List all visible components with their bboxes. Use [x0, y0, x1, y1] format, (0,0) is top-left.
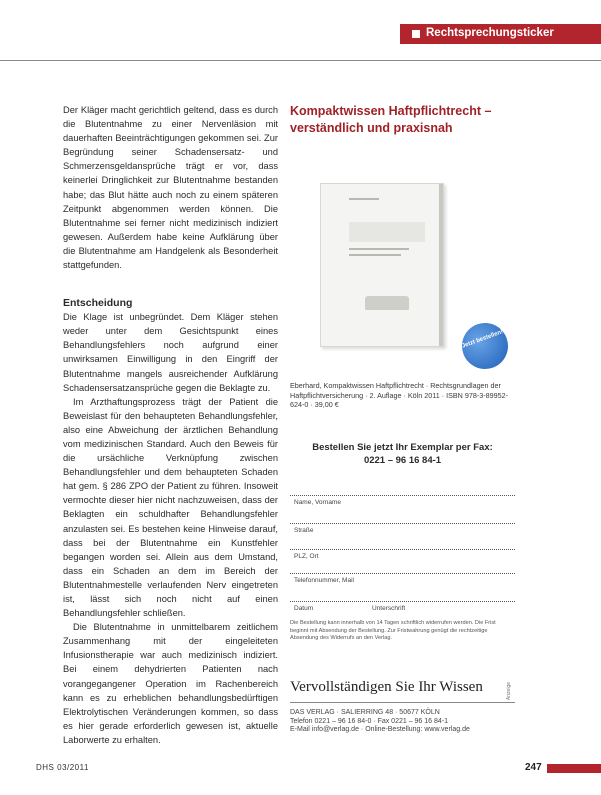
section-title: Rechtsprechungsticker: [426, 27, 554, 39]
page-number: 247: [525, 762, 542, 773]
promo-burst: Jetzt bestellen!: [456, 317, 515, 376]
divider: [290, 702, 515, 703]
form-label-street: Straße: [294, 527, 314, 534]
cover-line: [349, 248, 409, 250]
form-label-city: PLZ, Ort: [294, 553, 319, 560]
cover-line: [349, 198, 379, 200]
form-field-line[interactable]: [290, 573, 515, 574]
order-instruction: [290, 441, 515, 467]
advert-marker: Anzeige: [506, 682, 512, 701]
legal-disclaimer: Die Bestellung kann innerhalb von 14 Tagen schriftlich widerrufen werden. Die Frist beginnt mit Absendung der Bestellung. Zur Fristwahrung genügt die rechtzeitige Absendung des Widerrufs an den Verlag.: [290, 620, 496, 642]
issue-label: DHS 03/2011: [36, 763, 89, 772]
form-field-line[interactable]: [290, 495, 515, 496]
form-field-line[interactable]: [290, 523, 515, 524]
cover-line: [349, 254, 401, 256]
publisher-web: E-Mail info@verlag.de · Online-Bestellung: www.verlag.de: [290, 726, 470, 734]
publisher-phone: Telefon 0221 – 96 16 84-0 · Fax 0221 – 96 16 84-1: [290, 717, 449, 725]
section-header: [400, 24, 601, 44]
form-label-date: Datum: [294, 605, 314, 612]
article-column: [63, 103, 278, 747]
section-heading: Entscheidung: [63, 297, 133, 310]
order-text: Bestellen Sie jetzt Ihr Exemplar per Fax:: [312, 442, 493, 453]
form-label-signature: Unterschrift: [372, 605, 406, 612]
coins-illustration: [365, 296, 409, 310]
square-icon: [412, 30, 420, 38]
paragraph: Im Arzthaftungsprozess trägt der Patient die Beweislast für den behaupteten Behandlungsfehler, also eine Abweichung der ärztlichen Behandlung vom medizinischen Standard. Auch den Beweis für die ursächliche Verknüpfung zwischen Behandlungsfehler und dem behaupteten Schaden hat gem. § 286 ZPO der Patient zu führen. Insoweit vermochte dieser hier nicht nachzuweisen, dass der Beklagten ein schuldhafter Behandlungsfehler anzulasten sei. Es bestehen keine Hinweise darauf, dass bei der Blutentnahme ein Kunstfehler begangen worden sei. Allein aus dem Umstand, dass ein Schaden an dem im Bereich der Blutentnahmestelle verlaufenden Nerv eingetreten ist, lässt sich noch nicht auf einen Behandlungsfehler schließen.: [63, 396, 278, 619]
form-field-line[interactable]: [290, 549, 515, 550]
advert-title: Kompaktwissen Haftpflichtrecht – verständlich und praxisnah: [290, 104, 492, 135]
book-cover-image: [320, 183, 444, 347]
publisher-address: DAS VERLAG · SALIERRING 48 · 50677 KÖLN: [290, 709, 440, 716]
publisher-info: [290, 709, 505, 735]
call-to-action: Vervollständigen Sie Ihr Wissen: [290, 679, 483, 695]
book-spine: [439, 184, 443, 346]
paragraph: Die Blutentnahme in unmittelbarem zeitlichem Zusammenhang mit der eingeleiteten Infusionstherapie war auch medizinisch indiziert. Bei einem dehydrierten Patienten nach vorangegangener Operation im Rachenbereich kann es zu erheblichen behandlungsbedürftigen Elektrolytischen Veränderungen kommen, so dass es hier gerade erforderlich gewesen ist, aktuelle Laborwerte zu erhalten.: [63, 622, 278, 745]
form-label-contact: Telefonnummer, Mail: [294, 577, 354, 584]
divider: [0, 60, 601, 61]
form-field-line[interactable]: [290, 601, 515, 602]
footer-accent-bar: [547, 764, 601, 773]
paragraph: Die Klage ist unbegründet. Dem Kläger stehen weder unter dem Gesichtspunkt eines Behandlungsfehlers noch aufgrund einer unwirksamen Einwilligung in den Eingriff der Blutentnahme mangels ausreichender Aufklärung Schadensersatzansprüche gegen die Beklagte zu.: [63, 312, 278, 393]
intro-paragraph: Der Kläger macht gerichtlich geltend, dass es durch die Blutentnahme zu einer Nervenläsion mit dauerhaften Beeinträchtigungen gekommen sei. Zur Begründung seiner Schadensersatz- und Schmerzensgeldansprüche trägt er vor, dass keinerlei Dringlichkeit zur Blutentnahme bestanden habe; das Blut hätte auch noch zu einem späteren Zeitpunkt abgenommen werden können. Die Blutentnahme sei ferner nicht medizinisch indiziert gewesen. Außerdem habe keine Aufklärung über die Blutentnahme am Handgelenk als Besonderheit stattgefunden.: [63, 105, 278, 271]
book-info: Eberhard, Kompaktwissen Haftpflichtrecht · Rechtsgrundlagen der Haftpflichtversicherung · 2. Auflage · Köln 2011 · ISBN 978-3-89952-624-0 · 39,00 €: [290, 381, 509, 410]
cover-title-block: [349, 222, 425, 242]
fax-number: 0221 – 96 16 84-1: [363, 455, 442, 466]
form-label-name: Name, Vorname: [294, 499, 341, 506]
